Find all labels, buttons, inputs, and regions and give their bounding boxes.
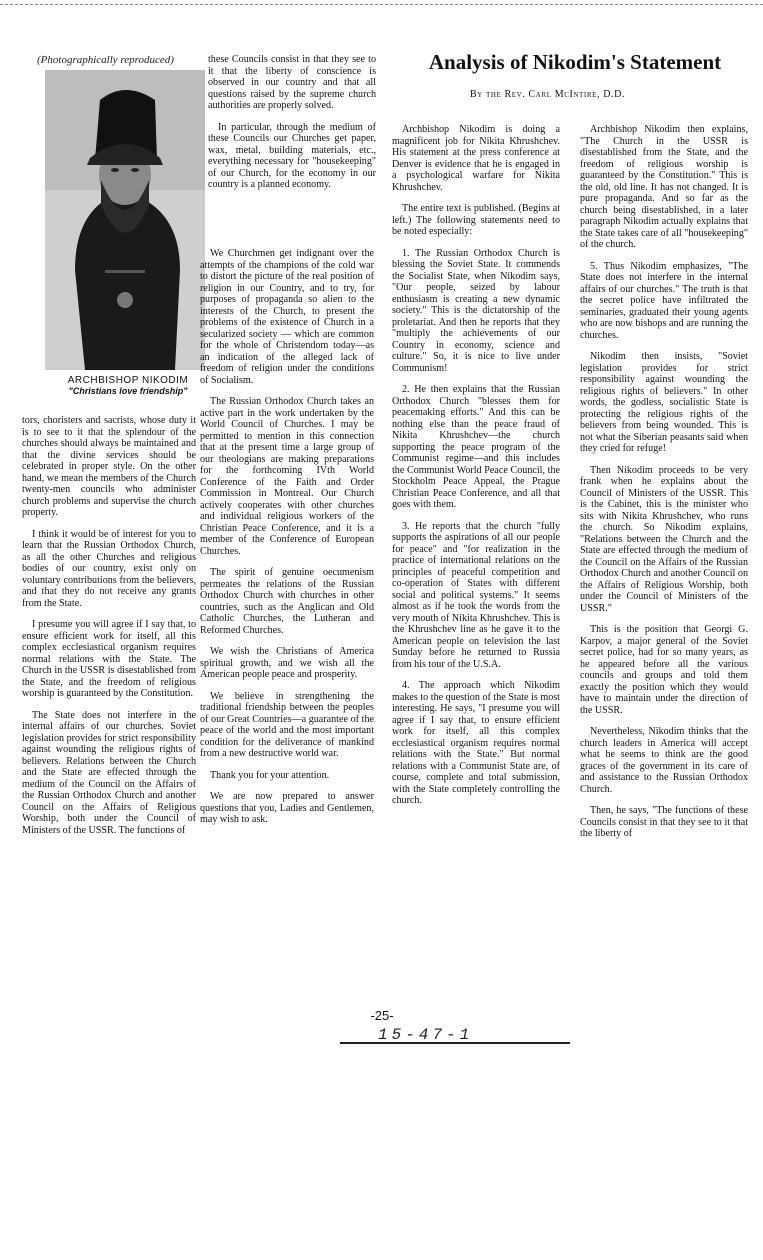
paragraph: 5. Thus Nikodim emphasizes, "The State does not interfere in the internal affairs of our churches." The truth is that the secret police have infiltrated the seminaries, graduated their young agents who are now bishops and are running the churches. — [580, 260, 748, 341]
paragraph: The State does not interfere in the internal affairs of our churches. Soviet legislation provides for strict responsibility against wounding the religious rights of believers. Relations between the Church and the State are effected through the medium of the Council on the Affairs of the Russian Orthodox Church and another Council on the Affairs of Religious Worship, both under the Council of Ministers of the USSR. The functions of — [22, 709, 196, 836]
paragraph: Archbishop Nikodim is doing a magnificent job for Nikita Khrushchev. His statement at the press conference at Denver is evidence that he is engaged in a psychological warfare for Nikita Khrushchev. — [392, 124, 560, 193]
handwritten-stamp: 15-47-1 — [378, 1026, 474, 1044]
paragraph: We Churchmen get indignant over the attempts of the champions of the cold war to distort the picture of the real position of religion in our Country, and to try, for purposes of propaganda so alien to the interests of the Church, to present the problems of the existence of Church in a secularized society — which are common for the whole of Christendom today—as an indication of the alleged lack of freedom of religion under the conditions of Socialism. — [200, 248, 374, 386]
paragraph: Then, he says, "The functions of these Councils consist in that they see to it that the liberty of — [580, 805, 748, 839]
article-headline: Analysis of Nikodim's Statement — [428, 50, 722, 74]
paragraph: We are now prepared to answer questions that you, Ladies and Gentlemen, may wish to ask. — [200, 791, 374, 825]
paragraph: I think it would be of interest for you to learn that the Russian Orthodox Church, as all the other Churches and religious bodies of our country, exist only on voluntary contributions from the believers, and that they do not receive any grants from the State. — [22, 528, 196, 609]
paragraph: The entire text is published. (Begins at left.) The following statements need to be noted especially: — [392, 203, 560, 237]
paragraph: In particular, through the medium of these Councils our Churches get paper, wax, metal, building materials, etc., everything necessary for "housekeeping" of our Church, for the economy in our country is a planned economy. — [208, 121, 376, 190]
paragraph: Nikodim then insists, "Soviet legislation provides for strict responsibility against wounding the religious rights of believers." In other words, the godless, socialistic State is protecting the religious rights of the believers from being wounded. This is not what the Siberian peasants said when they cried for refuge! — [580, 351, 748, 454]
column-middle — [200, 248, 374, 836]
archbishop-portrait-image — [45, 70, 205, 370]
archbishop-photo — [45, 70, 205, 370]
paragraph: Nevertheless, Nikodim thinks that the church leaders in America will accept what he seems to think are the good graces of the government in its care of and assistance to the Russian Orthodox Church. — [580, 726, 748, 795]
paragraph: Thank you for your attention. — [210, 769, 330, 781]
article-byline: By the Rev. Carl McIntire, D.D. — [470, 89, 626, 100]
paragraph: 3. He reports that the church "fully supports the aspirations of all our people for peace" and "for realization in the practice of international relations on the principles of peaceful competition and co-operation of States with different social and political systems." It seems almost as if he took the words from the very mouth of Nikita Khrushchev. This is the Khrushchev line as he gave it to the American people on television the last Sunday before he returned to Russia from his tour of the U.S.A. — [392, 520, 560, 670]
column-analysis-2 — [580, 124, 748, 850]
column-analysis-1 — [392, 124, 560, 817]
paragraph: these Councils consist in that they see to it that the liberty of conscience is observed in our country and that all questions raised by the supreme church authorities are properly solved. — [208, 54, 376, 111]
photo-caption-quote: "Christians love friendship" — [68, 386, 188, 396]
paragraph: I presume you will agree if I say that, to ensure efficient work for itself, all this complex ecclesiastical organism requires normal relations with the State. The Church in the USSR is disestablished from the State, and the freedom of religious worship is guaranteed by the Constitution. — [22, 619, 196, 699]
paragraph: tors, choristers and sacrists, whose duty it is to see to it that the splendour of the churches should always be maintained and that the divine services should be celebrated in proper style. On the other hand, we mean the members of the Church twenty-men councils who administer church problems and supervise the church property. — [22, 415, 196, 518]
column-left-bottom — [22, 415, 196, 846]
paragraph: Then Nikodim proceeds to be very frank when he explains about the Council of Ministers of the USSR. This is the Cabinet, this is the minister who sits with Nikita Khrushchev, who runs the church. So Nikodim explains, "Relations between the Church and the State are effected through the medium of the Council on the Affairs of the Russian Orthodox Church and another Council on the Affairs of Religious Worship, both under the Council of Ministers of the USSR." — [580, 464, 748, 614]
paragraph: This is the position that Georgi G. Karpov, a major general of the Soviet secret police, had for so many years, as he appeared before all the various councils and groups and told them exactly the position which they would have to maintain under the direction of the USSR. — [580, 624, 748, 716]
paragraph: We believe in strengthening the traditional friendship between the peoples of our Great Countries—a guarantee of the peace of the world and the most important condition for the deliverance of mankind from a new destructive world war. — [200, 690, 374, 759]
paragraph: We wish the Christians of America spiritual growth, and we wish all the American people peace and prosperity. — [200, 646, 374, 680]
paragraph: 2. He then explains that the Russian Orthodox Church "blesses them for peacemaking efforts." And this can be nothing else than the peace fraud of Nikita Khrushchev—the church supporting the peace program of the Communist regime—and this includes the Communist World Peace Council, the Stockholm Peace Appeal, the Prague Christian Peace Conference, and all that goes with them. — [392, 384, 560, 510]
photo-caption — [48, 375, 208, 396]
photo-credit: (Photographically reproduced) — [37, 54, 174, 66]
paragraph: Archbishop Nikodim then explains, "The Church in the USSR is disestablished from the State, and the freedom of religious worship is guaranteed by the Constitution." This is the old, old line. It has not changed. It is pure propaganda. And so far as the church being disestablished, in a later paragraph Nikodim actually explains that the State takes care of all "housekeeping" of the church. — [580, 124, 748, 250]
paragraph: 4. The approach which Nikodim makes to the question of the State is most interesting. He says, "I presume you will agree if I say that, to ensure efficient work for itself, all this complex ecclesiastical organism requires normal relations with the State." But normal relations with a Communist State are, of course, complete and total submission, with the State completely controlling the church. — [392, 680, 560, 806]
photo-caption-name: ARCHBISHOP NIKODIM — [67, 375, 189, 386]
paragraph: The Russian Orthodox Church takes an active part in the work undertaken by the World Council of Churches. I may be permitted to mention in this connection that at the present time a large group of our theologians are making preparations for the forthcoming IVth World Conference of the Faith and Order Commission in Montreal. Our Church actively cooperates with other churches and individual religious workers of the Christian Peace Conference, and it is a member of the Conference of European Churches. — [200, 396, 374, 557]
paragraph: 1. The Russian Orthodox Church is blessing the Soviet State. It commends the Socialist State, when Nikodim says, "Our people, seized by labour enthusiasm is creating a new dynamic society." This is the dictatorship of the proletariat. And then he reports that they "multiply the achievements of our Country in economy, science and culture." So, it is nice to live under Communism! — [392, 247, 560, 374]
page-number: -25- — [370, 1008, 394, 1023]
column-left-top — [208, 54, 376, 201]
stamp-underline — [340, 1042, 570, 1044]
paragraph: The spirit of genuine oecumenism permeates the relations of the Russian Orthodox Church with churches in other countries, such as the Anglican and Old Catholic Churches, the Lutheran and Reformed Churches. — [200, 567, 374, 636]
top-dashed-border — [0, 4, 763, 5]
